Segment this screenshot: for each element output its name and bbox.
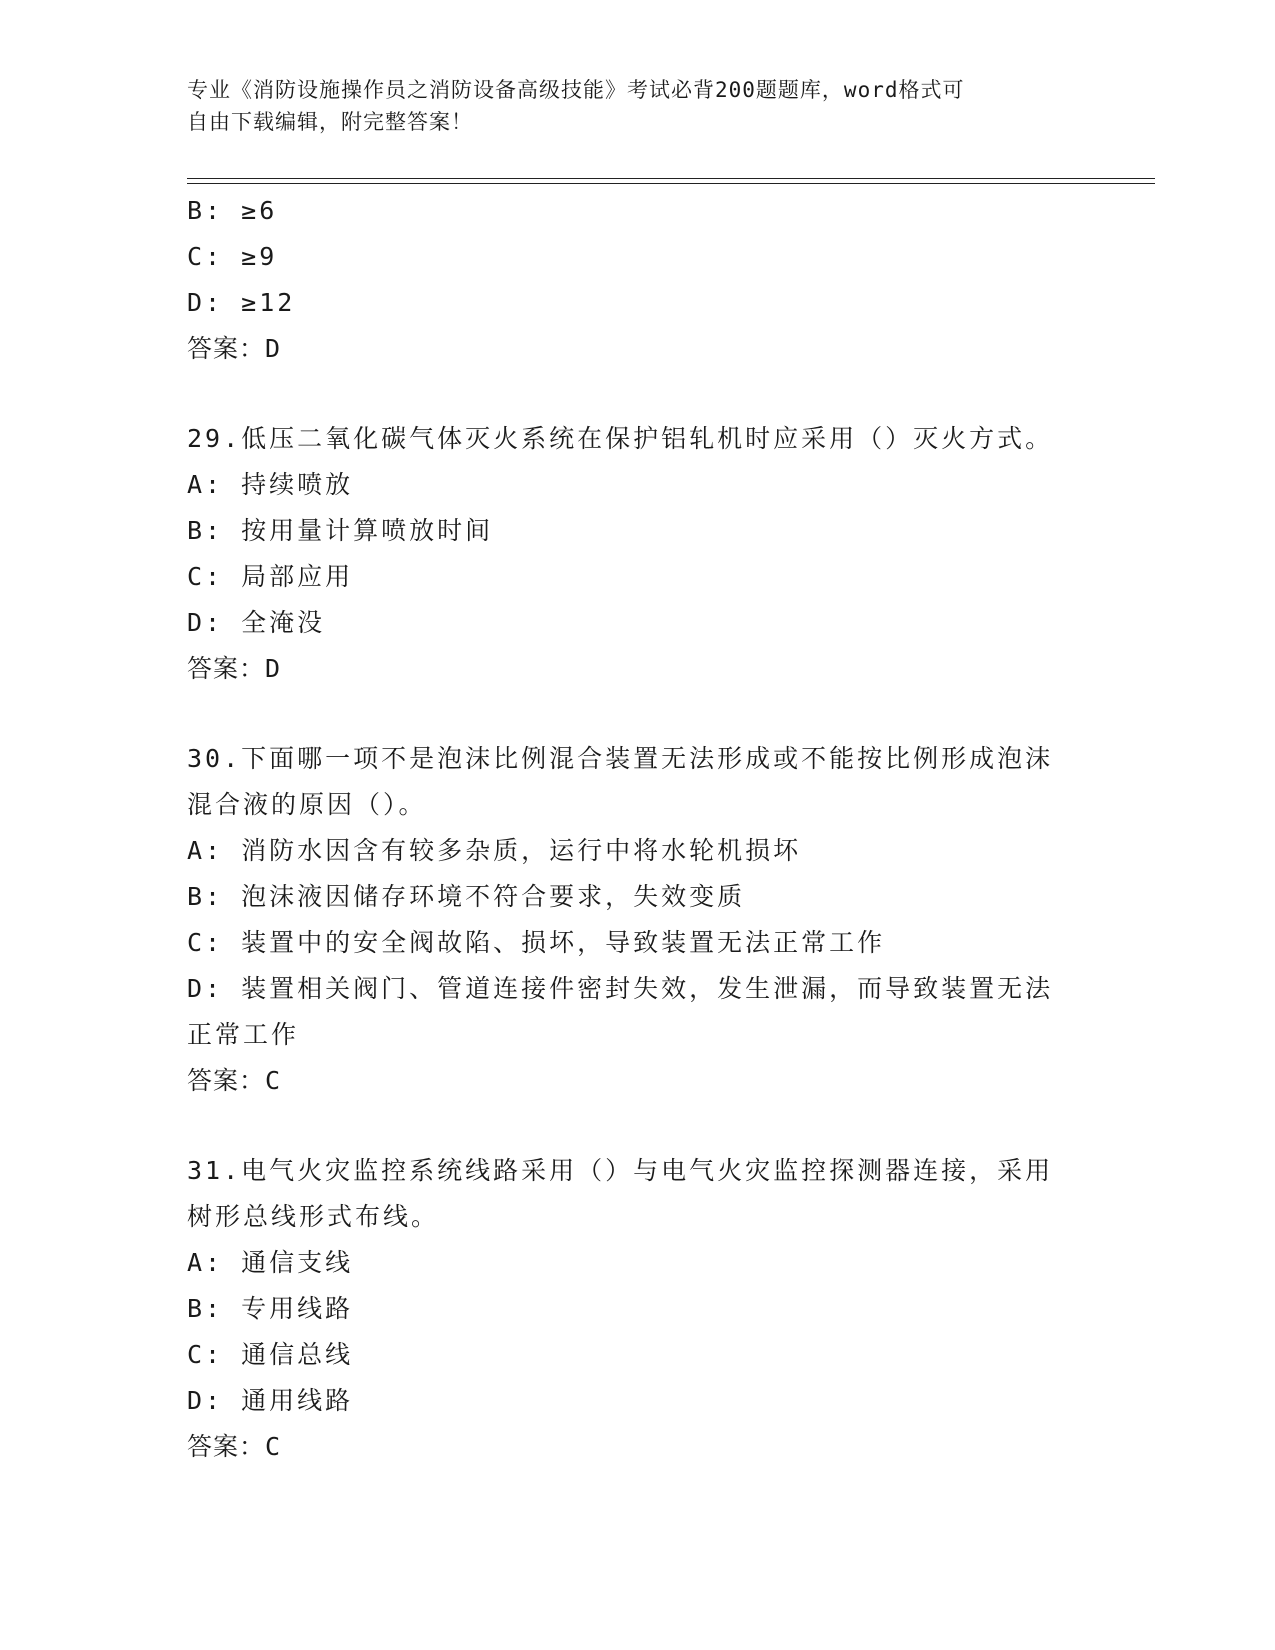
question-option: D: 装置相关阀门、管道连接件密封失效，发生泄漏，而导致装置无法 xyxy=(187,974,1054,1003)
question-option: D: 全淹没 xyxy=(187,608,326,637)
question-stem: 树形总线形式布线。 xyxy=(187,1202,440,1231)
question-list xyxy=(187,372,1087,1470)
answer-value: C xyxy=(265,1432,282,1461)
question-option: A: 消防水因含有较多杂质，运行中将水轮机损坏 xyxy=(187,836,802,865)
question-option: 正常工作 xyxy=(187,1020,300,1049)
answer-label: 答案： xyxy=(187,654,266,683)
question-option: C: 通信总线 xyxy=(187,1340,354,1369)
answer-value: D xyxy=(265,654,282,683)
question-stem: 30.下面哪一项不是泡沫比例混合装置无法形成或不能按比例形成泡沫 xyxy=(187,744,1054,773)
answer-line xyxy=(187,1058,1087,1104)
answer-line xyxy=(187,326,1087,372)
question-option: B: 泡沫液因储存环境不符合要求，失效变质 xyxy=(187,882,746,911)
question-option: A: 持续喷放 xyxy=(187,470,354,499)
question-block xyxy=(187,416,1087,692)
answer-value: D xyxy=(265,334,282,363)
question-stem: 混合液的原因（）。 xyxy=(187,790,427,819)
previous-question-tail xyxy=(187,188,1087,372)
question-option: B: 专用线路 xyxy=(187,1294,354,1323)
option-b: B: ≥6 xyxy=(187,196,278,225)
question-gap xyxy=(187,692,1087,736)
answer-value: C xyxy=(265,1066,282,1095)
question-stem: 29.低压二氧化碳气体灭火系统在保护铝轧机时应采用（）灭火方式。 xyxy=(187,424,1054,453)
question-option: D: 通用线路 xyxy=(187,1386,354,1415)
header-line-1: 专业《消防设施操作员之消防设备高级技能》考试必背200题题库，word格式可 xyxy=(187,78,965,102)
question-option: C: 装置中的安全阀故陷、损坏，导致装置无法正常工作 xyxy=(187,928,886,957)
answer-label: 答案： xyxy=(187,1432,266,1461)
question-content xyxy=(187,188,1087,1470)
question-option: A: 通信支线 xyxy=(187,1248,354,1277)
question-gap xyxy=(187,1104,1087,1148)
header-rule-bottom xyxy=(187,183,1155,184)
answer-line xyxy=(187,646,1087,692)
answer-label: 答案： xyxy=(187,334,266,363)
question-stem: 31.电气火灾监控系统线路采用（）与电气火灾监控探测器连接，采用 xyxy=(187,1156,1054,1185)
question-gap xyxy=(187,372,1087,416)
answer-line xyxy=(187,1424,1087,1470)
header-rule-top xyxy=(187,178,1155,179)
option-d: D: ≥12 xyxy=(187,288,296,317)
question-block xyxy=(187,1148,1087,1470)
question-block xyxy=(187,736,1087,1104)
option-c: C: ≥9 xyxy=(187,242,278,271)
answer-label: 答案： xyxy=(187,1066,266,1095)
document-header xyxy=(187,74,1067,138)
question-option: B: 按用量计算喷放时间 xyxy=(187,516,494,545)
question-option: C: 局部应用 xyxy=(187,562,354,591)
header-line-2: 自由下载编辑，附完整答案！ xyxy=(187,110,473,134)
